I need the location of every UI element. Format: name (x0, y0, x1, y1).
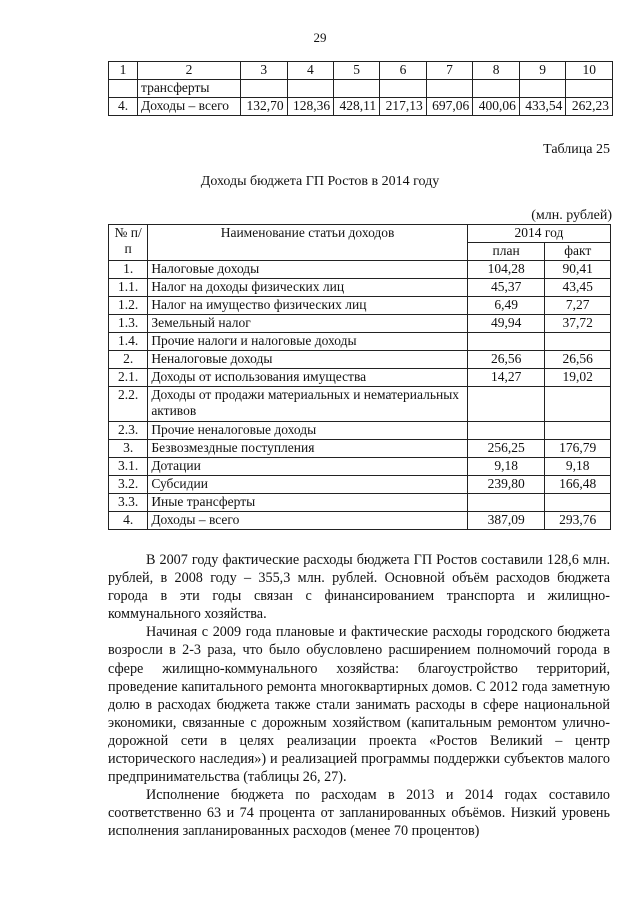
fact-value (545, 494, 611, 512)
header-cell: 4 (287, 62, 334, 80)
row-number: 2.3. (109, 422, 148, 440)
row-name: Неналоговые доходы (148, 351, 468, 369)
header-name: Наименование статьи доходов (148, 225, 468, 261)
table-header-row (109, 225, 611, 243)
header-cell: 1 (109, 62, 138, 80)
value-cell: 697,06 (426, 98, 473, 116)
paragraph: В 2007 году фактические расходы бюджета ГП Ростов составили 128,6 млн. рублей, в 2008 году – 355,3 млн. рублей. Основной объём расходов бюджета города в эти годы связан с финансированием транспорта и жилищно-коммунального хозяйства. (108, 552, 610, 623)
revenue-table (108, 224, 611, 530)
header-year: 2014 год (467, 225, 610, 243)
row-name: Налог на имущество физических лиц (148, 297, 468, 315)
plan-value: 6,49 (467, 297, 545, 315)
value-cell (473, 80, 520, 98)
fact-value: 19,02 (545, 369, 611, 387)
table-header-row (109, 62, 613, 80)
value-cell (519, 80, 566, 98)
header-cell: 8 (473, 62, 520, 80)
fact-value: 26,56 (545, 351, 611, 369)
row-name: Безвозмездные поступления (148, 440, 468, 458)
plan-value (467, 387, 545, 422)
plan-value (467, 422, 545, 440)
row-number: 4. (109, 512, 148, 530)
row-number: 1.4. (109, 333, 148, 351)
row-number: 1. (109, 261, 148, 279)
page-number: 29 (313, 30, 327, 45)
header-cell: 6 (380, 62, 427, 80)
row-name: трансферты (138, 80, 241, 98)
row-number (109, 80, 138, 98)
row-number: 3.1. (109, 458, 148, 476)
fact-value: 7,27 (545, 297, 611, 315)
fact-value: 37,72 (545, 315, 611, 333)
table-row (109, 98, 613, 116)
row-name: Субсидии (148, 476, 468, 494)
plan-value: 239,80 (467, 476, 545, 494)
row-name: Прочие налоги и налоговые доходы (148, 333, 468, 351)
table-row (109, 351, 611, 369)
table-row (109, 315, 611, 333)
paragraph: Исполнение бюджета по расходам в 2013 и 2014 годах составило соответственно 63 и 74 процента от запланированных объёмов. Низкий уровень исполнения запланированных расходов (менее 70 процентов) (108, 787, 610, 840)
table-row (109, 422, 611, 440)
table-label: Таблица 25 (543, 142, 610, 157)
plan-value: 104,28 (467, 261, 545, 279)
table-units: (млн. рублей) (531, 208, 612, 223)
header-plan: план (467, 243, 545, 261)
table-row (109, 458, 611, 476)
fact-value (545, 387, 611, 422)
value-cell: 433,54 (519, 98, 566, 116)
value-cell: 428,11 (334, 98, 380, 116)
header-cell: 5 (334, 62, 380, 80)
fact-value: 293,76 (545, 512, 611, 530)
header-cell: 7 (426, 62, 473, 80)
row-number: 2.1. (109, 369, 148, 387)
fact-value: 176,79 (545, 440, 611, 458)
row-name: Земельный налог (148, 315, 468, 333)
row-name: Налог на доходы физических лиц (148, 279, 468, 297)
row-number: 3. (109, 440, 148, 458)
row-name: Доходы от продажи материальных и нематериальных активов (148, 387, 468, 422)
table-row (109, 440, 611, 458)
row-name: Иные трансферты (148, 494, 468, 512)
fact-value (545, 333, 611, 351)
table-row (109, 80, 613, 98)
row-number: 1.3. (109, 315, 148, 333)
value-cell (241, 80, 288, 98)
value-cell: 132,70 (241, 98, 288, 116)
value-cell (287, 80, 334, 98)
row-name: Доходы – всего (148, 512, 468, 530)
table-row (109, 333, 611, 351)
table-row (109, 261, 611, 279)
value-cell (426, 80, 473, 98)
table-row (109, 297, 611, 315)
row-number: 1.1. (109, 279, 148, 297)
fact-value: 166,48 (545, 476, 611, 494)
row-name: Прочие неналоговые доходы (148, 422, 468, 440)
table-row (109, 476, 611, 494)
value-cell: 128,36 (287, 98, 334, 116)
header-number: № п/п (109, 225, 148, 261)
table-row (109, 387, 611, 422)
table-body (109, 261, 611, 530)
value-cell (380, 80, 427, 98)
row-number: 3.2. (109, 476, 148, 494)
row-number: 2.2. (109, 387, 148, 422)
row-number: 4. (109, 98, 138, 116)
row-name: Доходы – всего (138, 98, 241, 116)
row-number: 3.3. (109, 494, 148, 512)
plan-value (467, 494, 545, 512)
header-cell: 10 (566, 62, 613, 80)
previous-table-continuation (108, 61, 613, 116)
plan-value: 256,25 (467, 440, 545, 458)
value-cell: 217,13 (380, 98, 427, 116)
row-number: 2. (109, 351, 148, 369)
paragraph: Начиная с 2009 года плановые и фактические расходы городского бюджета возросли в 2-3 раза, что было обусловлено расширением полномочий города в сфере жилищно-коммунального хозяйства: благоустройство территорий, проведение капитального ремонта многоквартирных домов. С 2012 года заметную долю в расходах бюджета также стали занимать расходы в сфере национальной экономики, связанные с дорожным хозяйством (капитальным ремонтом улично-дорожной сети в целях реализации проекта «Ростов Великий – центр исторического наследия») и реализацией программы поддержки субъектов малого предпринимательства (таблицы 26, 27). (108, 624, 610, 786)
plan-value (467, 333, 545, 351)
fact-value: 90,41 (545, 261, 611, 279)
row-number: 1.2. (109, 297, 148, 315)
row-name: Дотации (148, 458, 468, 476)
plan-value: 14,27 (467, 369, 545, 387)
row-name: Доходы от использования имущества (148, 369, 468, 387)
value-cell (566, 80, 613, 98)
fact-value: 9,18 (545, 458, 611, 476)
header-cell: 3 (241, 62, 288, 80)
table-title: Доходы бюджета ГП Ростов в 2014 году (200, 174, 440, 189)
header-cell: 2 (138, 62, 241, 80)
value-cell: 400,06 (473, 98, 520, 116)
table-row (109, 512, 611, 530)
plan-value: 45,37 (467, 279, 545, 297)
value-cell: 262,23 (566, 98, 613, 116)
fact-value: 43,45 (545, 279, 611, 297)
table-row (109, 369, 611, 387)
value-cell (334, 80, 380, 98)
table-row (109, 279, 611, 297)
plan-value: 49,94 (467, 315, 545, 333)
plan-value: 387,09 (467, 512, 545, 530)
row-name: Налоговые доходы (148, 261, 468, 279)
body-text (108, 551, 610, 841)
plan-value: 26,56 (467, 351, 545, 369)
header-fact: факт (545, 243, 611, 261)
table-row (109, 494, 611, 512)
fact-value (545, 422, 611, 440)
header-cell: 9 (519, 62, 566, 80)
plan-value: 9,18 (467, 458, 545, 476)
